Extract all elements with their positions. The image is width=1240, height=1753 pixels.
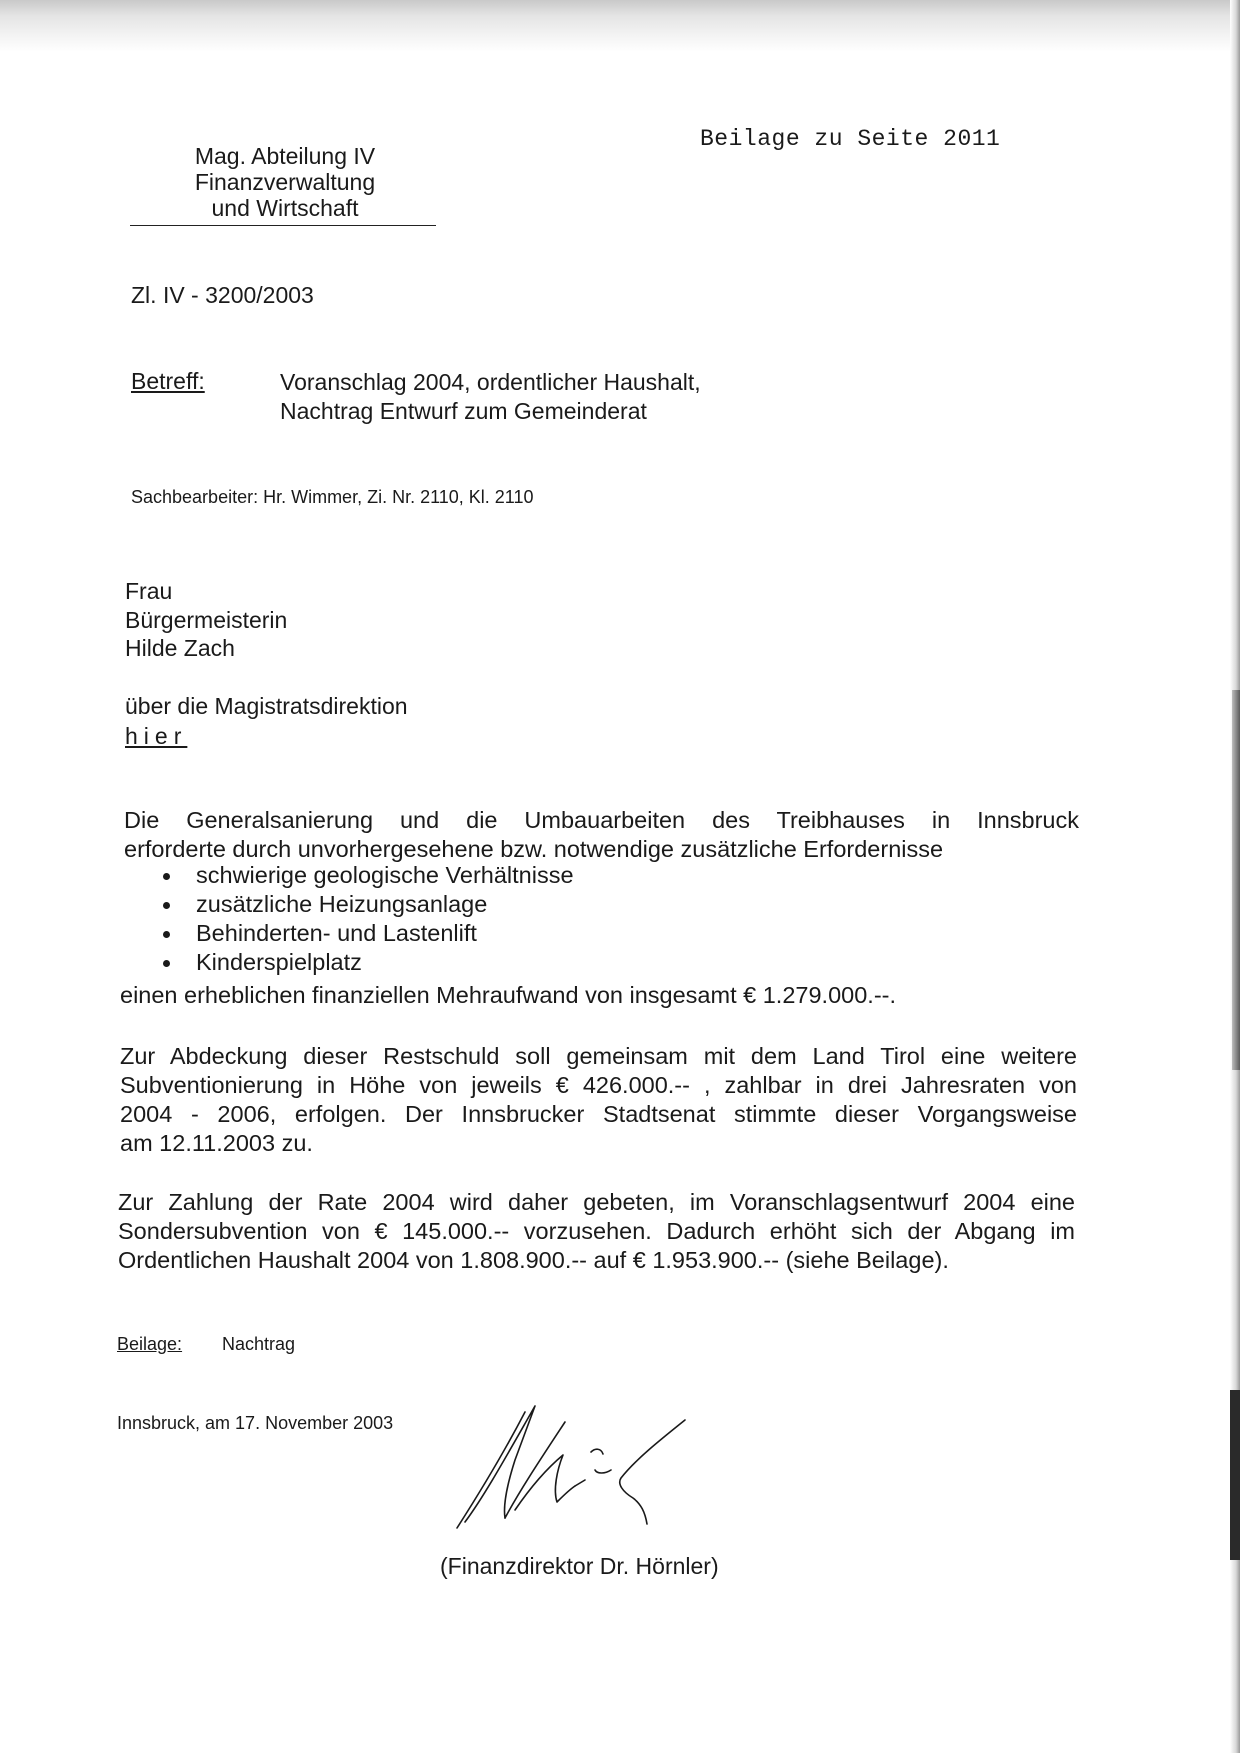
department-line: Finanzverwaltung [194,169,376,195]
handwritten-signature [445,1400,715,1540]
scan-edge-mark [1232,690,1240,1070]
place-date: Innsbruck, am 17. November 2003 [117,1413,394,1433]
recipient-location: hier [125,723,188,749]
bullet-icon [163,902,170,909]
paragraph-line: 2004 - 2006, erfolgen. Der Innsbrucker Stadtsenat stimmte dieser Vorgangsweise [120,1101,1077,1127]
paragraph-request [118,1188,1075,1275]
department-underline [130,225,436,226]
scan-edge-mark [1230,1390,1240,1560]
list-item: Behinderten- und Lastenlift [160,919,574,948]
paragraph-line: einen erheblichen finanziellen Mehraufwand von insgesamt € 1.279.000.--. [120,982,896,1008]
department-block [130,143,440,221]
recipient-line: Frau [125,578,173,604]
subject-label: Betreff: [131,368,205,394]
recipient-via: über die Magistratsdirektion [125,693,408,719]
recipient-line: Hilde Zach [125,635,235,661]
clerk-info: Sachbearbeiter: Hr. Wimmer, Zi. Nr. 2110, Kl. 2110 [131,487,534,507]
enclosure-label: Beilage: [117,1334,183,1354]
paragraph-line: Ordentlichen Haushalt 2004 von 1.808.900.-- auf € 1.953.900.-- (siehe Beilage). [118,1247,949,1273]
subject-line: Nachtrag Entwurf zum Gemeinderat [280,398,647,424]
bullet-icon [163,873,170,880]
paragraph-line: Sondersubvention von € 145.000.-- vorzusehen. Dadurch erhöht sich der Abgang im [118,1218,1075,1244]
paragraph-line: erforderte durch unvorhergesehene bzw. notwendige zusätzliche Erfordernisse [124,836,944,862]
paragraph-line: Zur Zahlung der Rate 2004 wird daher gebeten, im Voranschlagsentwurf 2004 eine [118,1189,1075,1215]
paragraph-line: Zur Abdeckung dieser Restschuld soll gemeinsam mit dem Land Tirol eine weitere [120,1043,1077,1069]
subject-line: Voranschlag 2004, ordentlicher Haushalt, [280,369,701,395]
department-line: Mag. Abteilung IV [194,143,376,169]
reference-number: Zl. IV - 3200/2003 [131,282,314,308]
bullet-icon [163,960,170,967]
list-item: schwierige geologische Verhältnisse [160,861,574,890]
list-item: zusätzliche Heizungsanlage [160,890,574,919]
subject-text [280,368,701,426]
department-line: und Wirtschaft [211,195,359,221]
attachment-note: Beilage zu Seite 2011 [700,126,1001,152]
requirements-list [160,861,574,977]
paragraph-line: Subventionierung in Höhe von jeweils € 426.000.-- , zahlbar in drei Jahresraten von [120,1072,1077,1098]
enclosure-value: Nachtrag [222,1334,296,1354]
signatory-name: (Finanzdirektor Dr. Hörnler) [440,1553,719,1579]
paragraph-intro [124,806,1079,864]
paragraph-line: am 12.11.2003 zu. [120,1130,313,1156]
recipient-line: Bürgermeisterin [125,607,288,633]
paragraph-subsidy [120,1042,1077,1158]
paragraph-line: Die Generalsanierung und die Umbauarbeiten des Treibhauses in Innsbruck [124,807,1079,833]
scan-shadow-top [0,0,1240,52]
list-item: Kinderspielplatz [160,948,574,977]
bullet-icon [163,931,170,938]
